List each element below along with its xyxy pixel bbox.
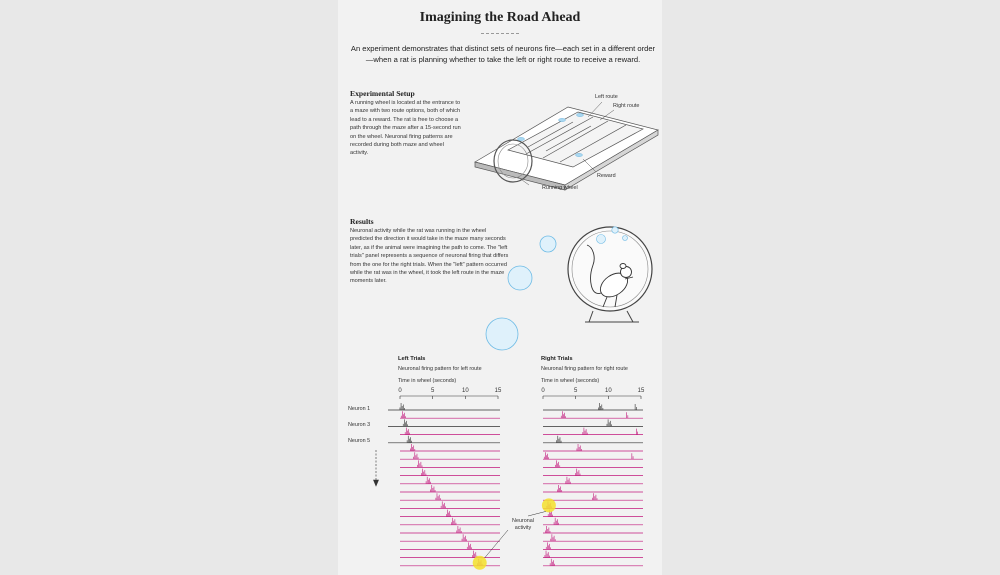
right-neuron-spikes-12	[593, 493, 597, 500]
left-neuron-spikes-18	[467, 542, 471, 549]
right-secondary-burst-2	[627, 412, 628, 418]
right-neuron-spikes-17	[551, 534, 555, 541]
right-neuron-spikes-6	[577, 444, 581, 451]
right-tick-label-0: 0	[541, 388, 545, 394]
annotation-leader-left	[485, 530, 508, 558]
label-reward: Reward	[597, 173, 616, 179]
sensor-right	[577, 113, 584, 116]
right-neuron-spikes-8	[555, 460, 559, 467]
left-neuron-spikes-15	[452, 518, 456, 525]
left-neuron-spikes-13	[441, 501, 445, 508]
title-divider	[481, 33, 519, 34]
left-tick-label-0: 0	[398, 388, 402, 394]
right-neuron-spikes-4	[583, 428, 587, 435]
left-tick-label-15: 15	[494, 388, 502, 394]
left-neuron-spikes-16	[457, 526, 461, 533]
intro-text: An experiment demonstrates that distinct sets of neurons fire—each set in a different order—when a rat is planning whether to take the left or right route to receive a reward.	[350, 44, 656, 64]
left-neuron-spikes-14	[446, 510, 450, 517]
left-panel-title: Left Trials	[398, 356, 426, 362]
highlight-left	[473, 556, 487, 570]
right-neuron-spikes-9	[576, 469, 580, 476]
neuron-label-1: Neuron 1	[348, 406, 371, 412]
ordering-arrow	[374, 450, 379, 486]
bubble-small	[540, 236, 556, 252]
label-left-route: Left route	[595, 94, 618, 100]
right-neuron-spikes-1	[598, 403, 602, 410]
left-tick-label-5: 5	[430, 388, 435, 394]
left-neuron-spikes-2	[401, 411, 405, 418]
neuron-raster-chart	[338, 380, 662, 575]
left-neuron-spikes-9	[422, 469, 426, 476]
page-title: Imagining the Road Ahead	[419, 10, 581, 25]
left-neuron-spikes-7	[414, 452, 418, 459]
sensor-reward	[576, 153, 583, 156]
left-neuron-spikes-17	[462, 534, 466, 541]
right-neuron-spikes-18	[546, 542, 550, 549]
left-neuron-spikes-12	[436, 493, 440, 500]
setup-heading: Experimental Setup	[350, 89, 415, 98]
right-panel-subtitle: Neuronal firing pattern for right route	[541, 366, 628, 372]
right-secondary-burst-1	[635, 404, 636, 410]
highlight-right	[542, 498, 556, 512]
right-neuron-spikes-11	[557, 485, 561, 492]
right-secondary-burst-3	[636, 429, 637, 435]
label-running-wheel: Running wheel	[542, 185, 578, 191]
neuron-label-5: Neuron 5	[348, 438, 371, 444]
right-secondary-burst-4	[632, 453, 633, 459]
left-neuron-spikes-11	[431, 485, 435, 492]
setup-text: A running wheel is located at the entrance to a maze with two route options, both of which lead to a reward. The rat is free to choose a path through the maze after a 15-second run on the wheel. Neuronal firing patterns are recorded during both maze and wheel activity.	[350, 100, 461, 157]
left-tick-label-10: 10	[461, 388, 469, 394]
left-neuron-spikes-3	[403, 419, 407, 426]
bubble-large	[486, 318, 518, 350]
bubble-medium	[508, 266, 532, 290]
right-neuron-spikes-15	[554, 518, 558, 525]
right-tick-label-10: 10	[604, 388, 612, 394]
right-neuron-spikes-10	[566, 477, 570, 484]
left-neuron-spikes-10	[426, 477, 430, 484]
results-text: Neuronal activity while the rat was running in the wheel predicted the direction it would take in the maze many seconds later, as if the animal were imagining the path to come. The "left trials" panel represents a sequence of neuronal firing that differs from the one for the right trials. When the "left" pattern occurred while the rat was in the wheel, it took the left route in the maze moments later.	[350, 228, 509, 285]
left-neuron-spikes-6	[410, 444, 414, 451]
right-tick-label-5: 5	[573, 388, 578, 394]
right-neuron-spikes-5	[557, 436, 561, 443]
right-neuron-spikes-20	[550, 559, 554, 566]
right-neuron-spikes-7	[544, 452, 548, 459]
right-neuron-spikes-3	[607, 419, 611, 426]
sensor-left	[559, 118, 566, 121]
annotation-leader-right	[528, 511, 546, 516]
label-right-route: Right route	[613, 103, 640, 109]
infographic	[338, 0, 662, 575]
right-neuron-spikes-19	[545, 551, 549, 558]
right-panel-title: Right Trials	[541, 356, 573, 362]
results-heading: Results	[350, 217, 374, 226]
left-neuron-spikes-1	[400, 403, 404, 410]
right-tick-label-15: 15	[637, 388, 645, 394]
left-neuron-spikes-4	[405, 428, 409, 435]
annotation-neuronal-activity: Neuronal activity	[512, 518, 534, 531]
left-neuron-spikes-8	[418, 460, 422, 467]
left-panel-subtitle: Neuronal firing pattern for left route	[398, 366, 482, 372]
right-neuron-spikes-2	[561, 411, 565, 418]
rat-wheel-illustration	[563, 217, 658, 327]
neuron-label-3: Neuron 3	[348, 422, 371, 428]
left-neuron-spikes-5	[407, 436, 411, 443]
left-neuron-spikes-19	[472, 551, 476, 558]
left-axis-label: Time in wheel (seconds)	[398, 378, 457, 384]
right-axis-label: Time in wheel (seconds)	[541, 378, 600, 384]
right-neuron-spikes-16	[546, 526, 550, 533]
